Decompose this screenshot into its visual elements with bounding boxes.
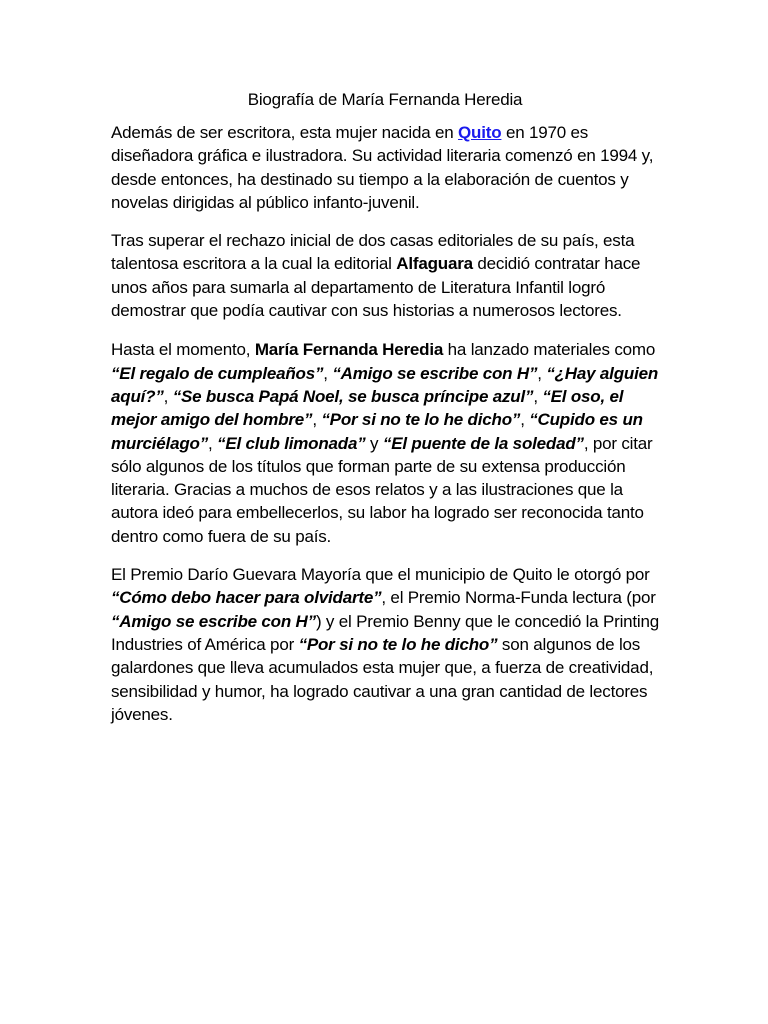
body-text: , [520, 410, 530, 430]
book-title: “Por si no te lo he dicho” [321, 410, 521, 430]
body-text: y [365, 433, 383, 453]
bold-text: María Fernanda Heredia [254, 340, 444, 360]
city-link[interactable]: Quito [458, 123, 502, 142]
book-title: “El club limonada” [217, 433, 366, 453]
book-title: “Amigo se escribe con H” [111, 611, 316, 631]
document-title: Biografía de María Fernanda Heredia [247, 90, 523, 109]
paragraph [111, 121, 659, 214]
book-title: “¿Hay alguien aquí?” [111, 363, 659, 406]
body-text: , [208, 433, 218, 453]
body-text: Hasta el momento, [111, 340, 255, 360]
body-text: ha lanzado materiales como [443, 340, 656, 360]
book-title: “Amigo se escribe con H” [332, 363, 538, 383]
paragraph [111, 229, 659, 322]
body-text: , el Premio Norma-Funda lectura (por [381, 588, 656, 608]
body-text: ) y el Premio Benny que le concedió la Printing Industries of América por [111, 611, 660, 654]
body-text: , [537, 363, 547, 383]
book-title: “El puente de la soledad” [382, 433, 584, 453]
body-text: Además de ser escritora, esta mujer nacida en [111, 123, 459, 142]
body-text: El Premio Darío Guevara Mayoría que el municipio de Quito le otorgó por [111, 565, 650, 585]
body-text: en 1970 es diseñadora gráfica e ilustradora. Su actividad literaria comenzó en 1994 y, desde entonces, ha destinado su tiempo a la elaboración de cuentos y novelas dirigidas al público infanto-juvenil. [111, 123, 654, 212]
bold-text: Alfaguara [396, 254, 473, 274]
body-text: , [163, 386, 173, 406]
body-text: , [323, 363, 333, 383]
body-text: , [533, 386, 543, 406]
book-title: “El regalo de cumpleaños” [111, 363, 324, 383]
body-text: , [312, 410, 322, 430]
body-text: son algunos de los galardones que lleva acumulados esta mujer que, a fuerza de creatividad, sensibilidad y humor, ha logrado cautivar a una gran cantidad de lectores jóvenes. [111, 634, 654, 724]
document-page [111, 89, 659, 741]
body-text: decidió contratar hace unos años para sumarla al departamento de Literatura Infantil logró demostrar que podía cautivar con sus historias a numerosos lectores. [111, 254, 641, 321]
document-body [111, 121, 659, 726]
book-title: “Cupido es un murciélago” [111, 410, 643, 453]
body-text: Tras superar el rechazo inicial de dos casas editoriales de su país, esta talentosa escritora a la cual la editorial [111, 231, 635, 274]
book-title: “El oso, el mejor amigo del hombre” [111, 386, 624, 430]
book-title: “Por si no te lo he dicho” [298, 634, 498, 654]
paragraph [111, 563, 659, 726]
body-text: , por citar sólo algunos de los títulos que forman parte de su extensa producción literaria. Gracias a muchos de esos relatos y a las ilustraciones que la autora ideó para embellecerlos, su labor ha logrado ser reconocida tanto dentro como fuera de su país. [111, 433, 653, 546]
paragraph [111, 338, 659, 548]
book-title: “Cómo debo hacer para olvidarte” [111, 588, 382, 608]
book-title: “Se busca Papá Noel, se busca príncipe azul” [172, 386, 534, 406]
